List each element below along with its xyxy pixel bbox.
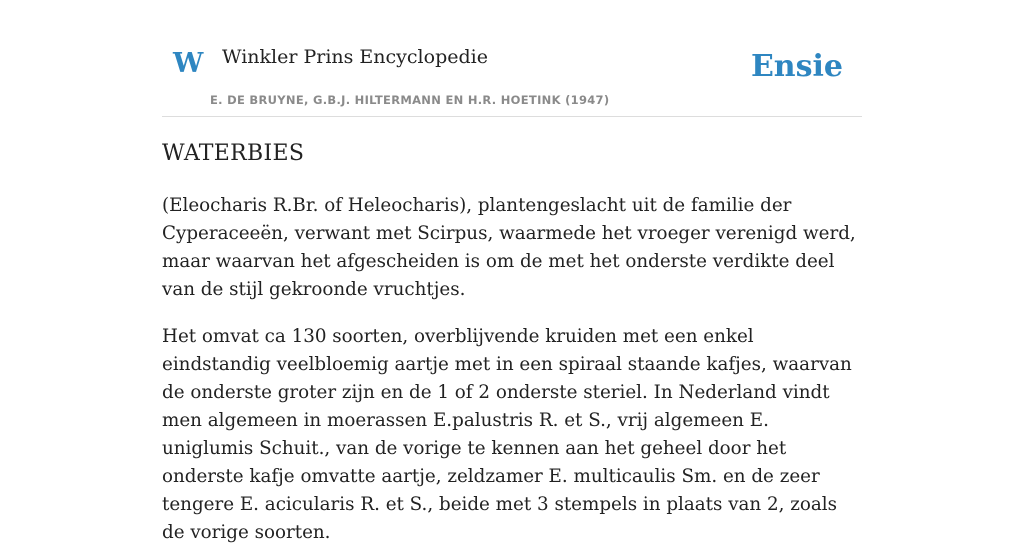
article-paragraph: Het omvat ca 130 soorten, overblijvende kruiden met een enkel eindstandig veelbloemig aartje met in een spiraal staande kafjes, waarvan de onderste groter zijn en de 1 of 2 onderste steriel. In Nederland vindt men algemeen in moerassen E.palustris R. et S., vrij algemeen E. uniglumis Schuit., van de vorige te kennen aan het geheel door het onderste kafje omvatte aartje, zeldzamer E. multicaulis Sm. en de zeer tengere E. acicularis R. et S., beide met 3 stempels in plaats van 2, zoals de vorige soorten. <box>162 326 852 543</box>
header <box>162 0 862 117</box>
article-paragraph: (Eleocharis R.Br. of Heleocharis), plantengeslacht uit de familie der Cyperaceeën, verwant met Scirpus, waarmede het vroeger verenigd werd, maar waarvan het afgescheiden is om de met het onderste verdikte deel van de stijl gekroonde vruchtjes. <box>162 195 856 300</box>
authors-line: E. DE BRUYNE, G.B.J. HILTERMANN EN H.R. HOETINK (1947) <box>210 93 610 107</box>
ensie-logo[interactable]: Ensie <box>750 49 843 84</box>
site-title[interactable]: Winkler Prins Encyclopedie <box>222 46 488 68</box>
logo-w-icon[interactable]: W <box>173 48 204 79</box>
page <box>162 0 862 543</box>
entry-title: WATERBIES <box>162 141 305 166</box>
